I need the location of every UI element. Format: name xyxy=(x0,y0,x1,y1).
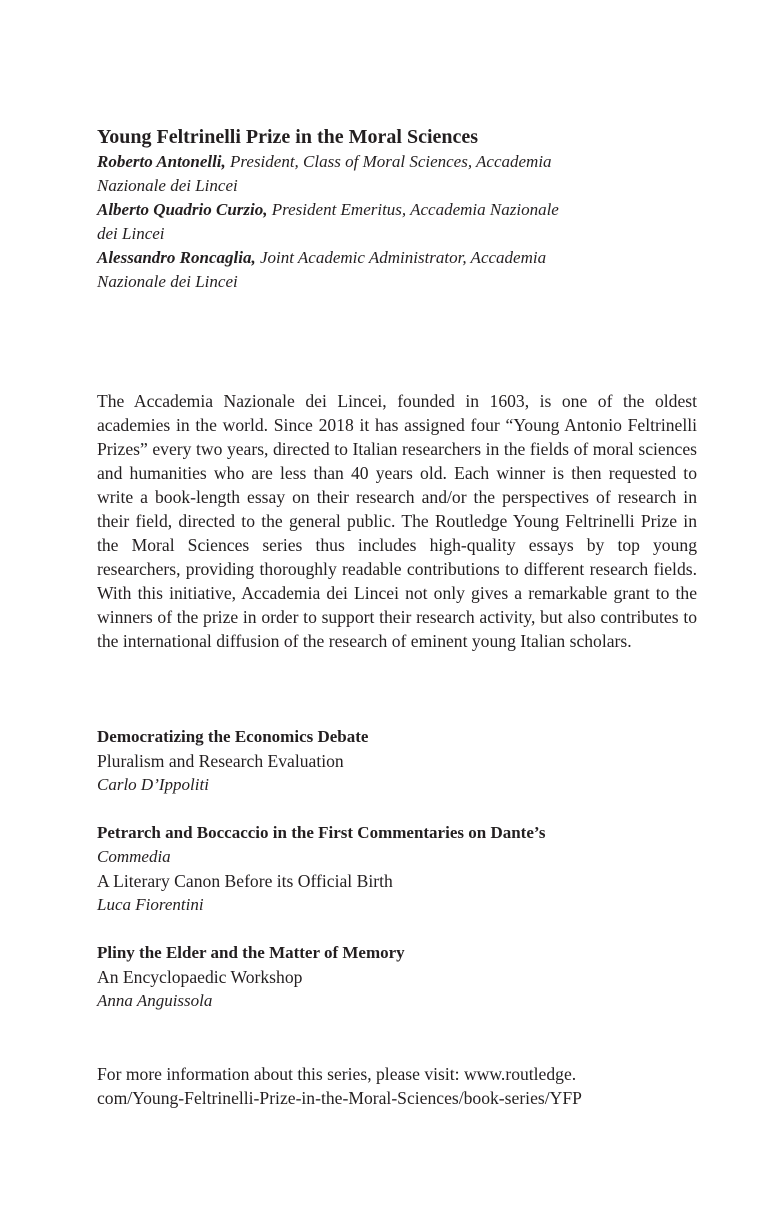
book-subtitle: A Literary Canon Before its Official Birth xyxy=(97,871,393,891)
book-author: Luca Fiorentini xyxy=(97,895,204,914)
series-editors xyxy=(97,150,697,294)
book-entry xyxy=(97,821,697,917)
editor-role: Joint Academic Administrator, Accademia xyxy=(255,248,547,267)
editor-name: Roberto Antonelli, xyxy=(97,152,226,171)
editor-role-cont: Nazionale dei Lincei xyxy=(97,272,238,291)
book-title: Democratizing the Economics Debate xyxy=(97,727,369,746)
editor-name: Alessandro Roncaglia, xyxy=(97,248,256,267)
book-title: Pliny the Elder and the Matter of Memory xyxy=(97,943,405,962)
editor-entry xyxy=(97,150,697,198)
editor-role: President, Class of Moral Sciences, Accademia xyxy=(225,152,552,171)
editor-entry xyxy=(97,246,697,294)
book-entry xyxy=(97,725,697,797)
book-subtitle: An Encyclopaedic Workshop xyxy=(97,967,303,987)
series-title: Young Feltrinelli Prize in the Moral Sciences xyxy=(97,126,479,148)
editor-name: Alberto Quadrio Curzio, xyxy=(97,200,268,219)
footer-text: For more information about this series, please visit: www.routledge. xyxy=(97,1064,577,1084)
book-title: Petrarch and Boccaccio in the First Commentaries on Dante’s Commedia xyxy=(97,823,546,866)
editor-role-cont: dei Lincei xyxy=(97,224,165,243)
editor-entry xyxy=(97,198,697,246)
editor-role-cont: Nazionale dei Lincei xyxy=(97,176,238,195)
book-entry xyxy=(97,941,697,1013)
editor-role: President Emeritus, Accademia Nazionale xyxy=(267,200,559,219)
series-description: The Accademia Nazionale dei Lincei, founded in 1603, is one of the oldest academies in the world. Since 2018 it has assigned four “Young Antonio Feltrinelli Prizes” every two years, directed to Italian researchers in the fields of moral sciences and humanities who are less than 40 years old. Each winner is then requested to write a book-length essay on their research and/or the perspectives of research in their field, directed to the general public. The Routledge Young Feltrinelli Prize in the Moral Sciences series thus includes high-quality essays by top young researchers, providing thoroughly readable contributions to different research fields. With this initiative, Accademia dei Lincei not only gives a remarkable grant to the winners of the prize in order to support their research activity, but also contributes to the international diffusion of the research of eminent young Italian scholars. xyxy=(97,391,697,651)
book-title-italic: Commedia xyxy=(97,847,171,866)
book-subtitle: Pluralism and Research Evaluation xyxy=(97,751,344,771)
series-info-footer xyxy=(97,1062,697,1110)
series-url[interactable]: com/Young-Feltrinelli-Prize-in-the-Moral-Sciences/book-series/YFP xyxy=(97,1088,582,1108)
book-author: Carlo D’Ippoliti xyxy=(97,775,209,794)
book-author: Anna Anguissola xyxy=(97,991,213,1010)
